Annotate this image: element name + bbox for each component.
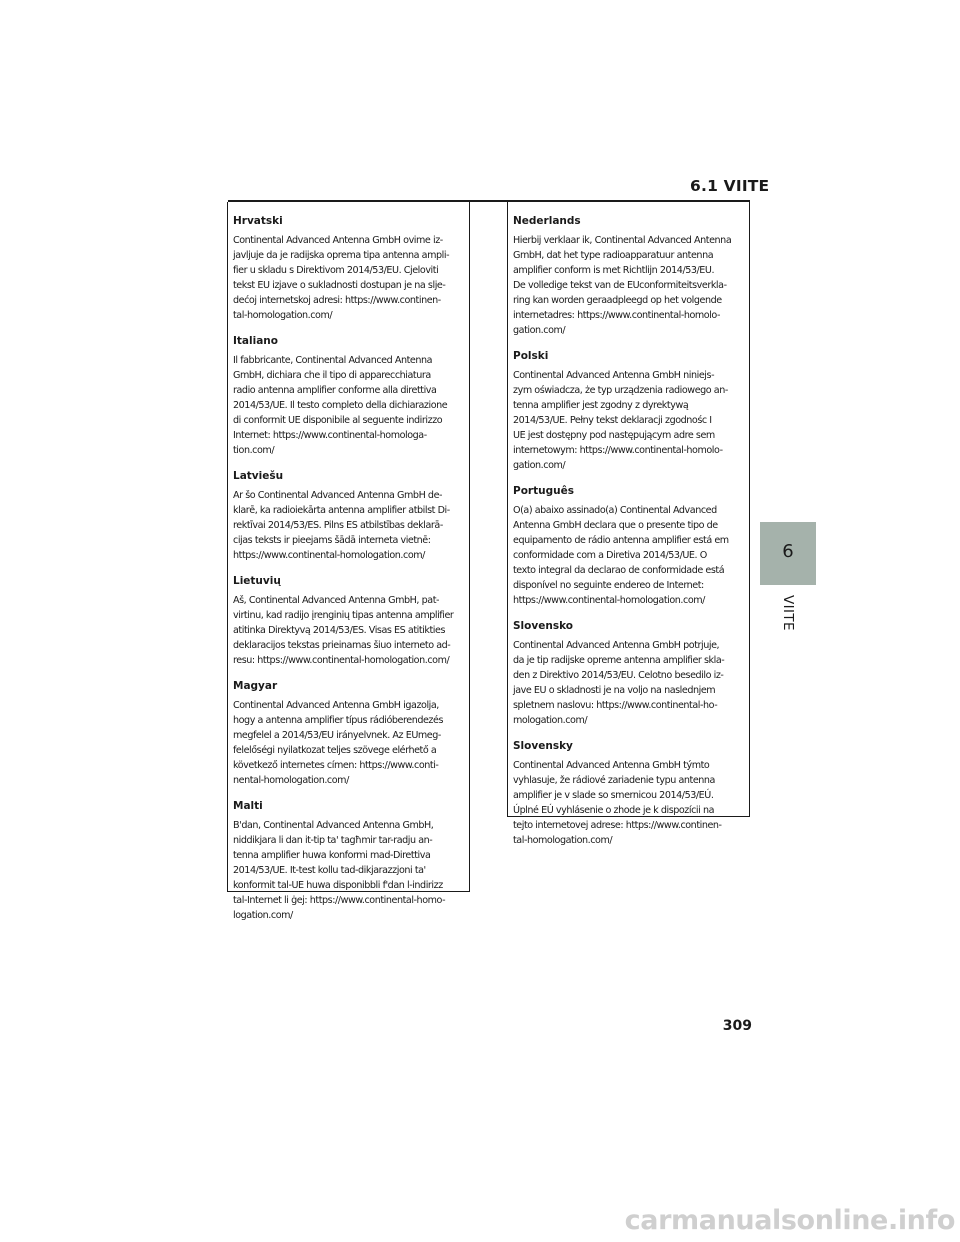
declaration-text-line: mologation.com/ (513, 715, 588, 726)
declaration-text-line: amplifier je v slade so smernicou 2014/53/EÚ. (513, 790, 714, 801)
declaration-text-line: konformit tal-UE huwa disponibbli f'dan l-indirizz (233, 880, 443, 891)
declaration-text-line: ring kan worden geraadpleegd op het volgende (513, 295, 722, 306)
language-section (513, 484, 744, 608)
language-heading: Português (513, 485, 574, 497)
declaration-box-left (227, 202, 470, 921)
declaration-text-line: 2014/53/UE. It-test kollu tad-dikjarazzjoni ta' (233, 865, 426, 876)
declaration-text-line: atitinka Direktyvą 2014/53/ES. Visas ES atitikties (233, 625, 446, 636)
declaration-text-line: megfelel a 2014/53/EU irányelvnek. Az EUmeg- (233, 730, 441, 741)
declaration-text-line: De volledige tekst van de EUconformiteitsverkla- (513, 280, 727, 291)
declaration-text-line: spletnem naslovu: https://www.continental-ho- (513, 700, 718, 711)
declaration-text-line: 2014/53/UE. Il testo completo della dichiarazione (233, 400, 448, 411)
chapter-tab-label (778, 595, 798, 631)
language-heading: Polski (513, 350, 549, 362)
chapter-tab-number: 6 (782, 541, 794, 562)
language-section (513, 349, 744, 473)
declaration-text-line: resu: https://www.continental-homologation.com/ (233, 655, 450, 666)
declaration-text-line: internetadres: https://www.continental-homolo- (513, 310, 721, 321)
declaration-text-line: vyhlasuje, že rádiové zariadenie typu antenna (513, 775, 715, 786)
declaration-text-line: den z Direktivo 2014/53/EU. Celotno besedilo iz- (513, 670, 724, 681)
declaration-text-line: nental-homologation.com/ (233, 775, 349, 786)
declaration-text-line: GmbH, dichiara che il tipo di apparecchiatura (233, 370, 431, 381)
declaration-text-line: Continental Advanced Antenna GmbH niniejs- (513, 370, 715, 381)
declaration-text-line: zym oświadcza, że typ urządzenia radiowego an- (513, 385, 728, 396)
declaration-text-line: Continental Advanced Antenna GmbH igazolja, (233, 700, 439, 711)
declaration-text-line: Antenna GmbH declara que o presente tipo de (513, 520, 718, 531)
declaration-text-line: da je tip radijske opreme antenna amplifier skla- (513, 655, 725, 666)
declaration-text-line: virtinu, kad radijo įrenginių tipas antenna amplifier (233, 610, 454, 621)
declaration-text-line: B'dan, Continental Advanced Antenna GmbH, (233, 820, 434, 831)
declaration-text-line: tal-homologation.com/ (513, 835, 613, 846)
declaration-text-line: https://www.continental-homologation.com/ (513, 595, 705, 606)
language-section (233, 799, 464, 923)
declaration-text-line: tenna amplifier jest zgodny z dyrektywą (513, 400, 689, 411)
chapter-tab-label-text: VIITE (780, 595, 796, 631)
language-heading: Magyar (233, 680, 278, 692)
declaration-text-line: hogy a antenna amplifier típus rádióberendezés (233, 715, 444, 726)
language-heading: Lietuvių (233, 575, 281, 587)
language-heading: Slovensko (513, 620, 573, 632)
declaration-text-line: equipamento de rádio antenna amplifier está em (513, 535, 729, 546)
watermark: carmanualsonline.info (624, 1205, 955, 1236)
declaration-text-line: Úplné EÚ vyhlásenie o zhode je k dispozícii na (513, 805, 715, 816)
declaration-text-line: O(a) abaixo assinado(a) Continental Advanced (513, 505, 717, 516)
declaration-text-line: Hierbij verklaar ik, Continental Advanced Antenna (513, 235, 732, 246)
language-heading: Malti (233, 800, 263, 812)
declaration-text-line: Aš, Continental Advanced Antenna GmbH, pat- (233, 595, 440, 606)
declaration-text-line: gation.com/ (513, 460, 566, 471)
declaration-text-line: Continental Advanced Antenna GmbH týmto (513, 760, 710, 771)
declaration-text-line: Il fabbricante, Continental Advanced Antenna (233, 355, 433, 366)
language-section (233, 679, 464, 788)
declaration-text-line: amplifier conform is met Richtlijn 2014/53/EU. (513, 265, 715, 276)
declaration-text-line: internetowym: https://www.continental-homolo- (513, 445, 723, 456)
declaration-text-line: deklaracijos tekstas prieinamas šiuo interneto ad- (233, 640, 451, 651)
declaration-text-line: Ar šo Continental Advanced Antenna GmbH de- (233, 490, 443, 501)
declaration-text-line: conformidade com a Diretiva 2014/53/UE. O (513, 550, 707, 561)
section-header: 6.1 VIITE (690, 177, 770, 195)
declaration-text-line: tekst EU izjave o sukladnosti dostupan je na slje- (233, 280, 446, 291)
declaration-text-line: tejto internetovej adrese: https://www.continen- (513, 820, 722, 831)
declaration-text-line: texto integral da declarao de conformidade está (513, 565, 725, 576)
declaration-text-line: tion.com/ (233, 445, 275, 456)
declaration-text-line: cijas teksts ir pieejams šādā interneta vietnē: (233, 535, 431, 546)
declaration-text-line: Continental Advanced Antenna GmbH potrjuje, (513, 640, 720, 651)
declaration-text-line: Continental Advanced Antenna GmbH ovime iz- (233, 235, 443, 246)
language-heading: Nederlands (513, 215, 581, 227)
language-heading: Latviešu (233, 470, 284, 482)
language-section (513, 739, 744, 848)
declaration-text-line: rektīvai 2014/53/ES. Pilns ES atbilstības deklarā- (233, 520, 443, 531)
declaration-text-line: felelőségi nyilatkozat teljes szövege elérhető a (233, 745, 437, 756)
language-section (513, 214, 744, 338)
language-section (233, 469, 464, 563)
language-section (233, 214, 464, 323)
language-section (233, 574, 464, 668)
page-number: 309 (722, 1018, 752, 1034)
declaration-text-line: disponível no seguinte endereo de Internet: (513, 580, 704, 591)
declaration-text-line: 2014/53/UE. Pełny tekst deklaracji zgodnośc I (513, 415, 712, 426)
declaration-text-line: fier u skladu s Direktivom 2014/53/EU. Cjeloviti (233, 265, 439, 276)
declaration-text-line: gation.com/ (513, 325, 566, 336)
declaration-text-line: jave EU o skladnosti je na voljo na naslednjem (513, 685, 716, 696)
language-heading: Hrvatski (233, 215, 283, 227)
declaration-text-line: következő internetes címen: https://www.conti- (233, 760, 439, 771)
language-section (233, 334, 464, 458)
declaration-text-line: tal-Internet li ġej: https://www.continental-homo- (233, 895, 446, 906)
declaration-text-line: di conformit UE disponibile al seguente indirizzo (233, 415, 443, 426)
language-heading: Italiano (233, 335, 278, 347)
declaration-text-line: GmbH, dat het type radioapparatuur antenna (513, 250, 714, 261)
declaration-text-line: niddikjara li dan it-tip ta' tagħmir tar-radju an- (233, 835, 433, 846)
language-section (513, 619, 744, 728)
declaration-text-line: UE jest dostępny pod następującym adre sem (513, 430, 715, 441)
declaration-text-line: javljuje da je radijska oprema tipa antenna ampli- (233, 250, 450, 261)
declaration-text-line: tenna amplifier huwa konformi mad-Direttiva (233, 850, 431, 861)
declaration-text-line: https://www.continental-homologation.com/ (233, 550, 425, 561)
declaration-text-line: radio antenna amplifier conforme alla direttiva (233, 385, 437, 396)
declaration-text-line: Internet: https://www.continental-homologa- (233, 430, 427, 441)
language-heading: Slovensky (513, 740, 573, 752)
declaration-text-line: tal-homologation.com/ (233, 310, 333, 321)
declaration-text-line: klarē, ka radioiekārta antenna amplifier atbilst Di- (233, 505, 450, 516)
declaration-text-line: logation.com/ (233, 910, 293, 921)
declaration-box-right (507, 202, 750, 846)
declaration-text-line: dećoj internetskoj adresi: https://www.continen- (233, 295, 441, 306)
